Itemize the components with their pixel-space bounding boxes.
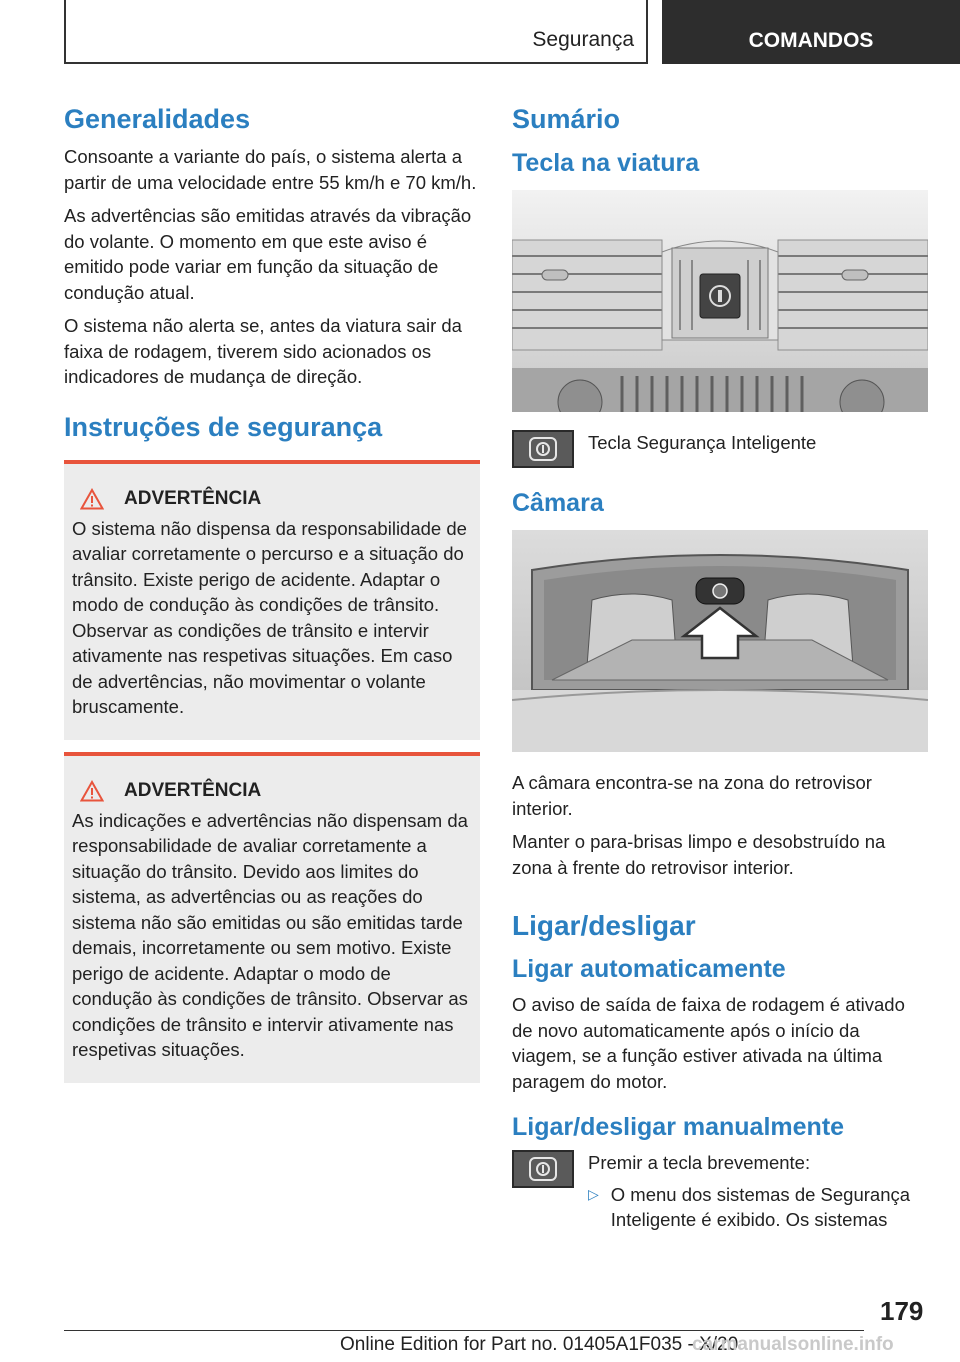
footer-rule <box>64 1330 864 1331</box>
intelligent-safety-button-icon <box>512 1150 574 1188</box>
general-paragraph-2: As advertências são emitidas através da vibração do volante. O momento em que este aviso é emitido pode variar em função da situação de condução atual. <box>64 205 472 303</box>
intelligent-safety-button-icon <box>512 430 574 468</box>
manual-title: Ligar/desligar manualmente <box>512 1113 845 1141</box>
camera-paragraph-2: Manter o para-brisas limpo e desobstruído na zona à frente do retrovisor interior. <box>512 831 886 878</box>
right-column <box>512 100 928 1233</box>
warning-1-text: O sistema não dispensa da responsabilidade de avaliar corretamente o percurso e a situação do trânsito. Existe perigo de acidente. Adaptar o modo de condução às condições de trânsito. Observar as condições de trânsito e intervir ativamente nas respetivas situações. Em caso de advertências, não movimentar o volante bruscamente. <box>72 517 467 717</box>
warning-2-text: As indicações e advertências não dispensam da responsabilidade de avaliar corretamente a situação do trânsito. Devido aos limites do sistema, as advertências ou as reações do sistema não são emitidas ou são emitidas tarde demais, incorretamente ou sem motivo. Existe perigo de acidente. Adaptar o modo de condução às condições de trânsito. Observar as condições de trânsito e intervir ativamente nas respetivas situações. <box>72 809 468 1060</box>
general-paragraph-1: Consoante a variante do país, o sistema alerta a partir de uma velocidade entre 55 km/h e 70 km/h. <box>64 146 477 193</box>
warning-box-1 <box>64 460 480 740</box>
key-title: Tecla na viatura <box>512 149 700 177</box>
warning-triangle-icon <box>80 780 104 802</box>
dashboard-button-photo <box>512 190 928 412</box>
key-caption-row <box>512 430 928 468</box>
camera-title: Câmara <box>512 489 604 517</box>
triangle-bullet-icon: ▷ <box>588 1185 599 1202</box>
camera-paragraph-1: A câmara encontra-se na zona do retrovisor interior. <box>512 772 872 819</box>
windshield-camera-photo <box>512 530 928 752</box>
manual-bullet-text: O menu dos sistemas de Segurança Inteligente é exibido. Os sistemas <box>610 1183 911 1230</box>
summary-title: Sumário <box>512 104 621 134</box>
footer-edition: Online Edition for Part no. 01405A1F035 - X/20 <box>340 1334 739 1355</box>
header-section-box <box>64 0 648 64</box>
warning-1-title: ADVERTÊNCIA <box>124 487 262 509</box>
header-chapter-tab: COMANDOS <box>662 0 960 64</box>
warning-box-2 <box>64 752 480 1083</box>
manual-content <box>588 1150 928 1233</box>
onoff-title: Ligar/desligar <box>512 910 696 941</box>
manual-bullet <box>588 1182 928 1233</box>
general-title: Generalidades <box>64 104 251 134</box>
warning-2-title: ADVERTÊNCIA <box>124 779 262 801</box>
key-caption: Tecla Segurança Inteligente <box>588 432 817 453</box>
manual-row <box>512 1150 928 1233</box>
footer-watermark: carmanualsonline.info <box>692 1334 894 1355</box>
auto-paragraph: O aviso de saída de faixa de rodagem é ativado de novo automaticamente após o início da viagem, se a função estiver ativada na última paragem do motor. <box>512 994 905 1092</box>
auto-title: Ligar automaticamente <box>512 955 786 983</box>
safety-title: Instruções de segurança <box>64 411 383 442</box>
left-column <box>64 100 480 1095</box>
page-number: 179 <box>880 1296 924 1326</box>
manual-text: Premir a tecla brevemente: <box>588 1152 811 1173</box>
general-paragraph-3: O sistema não alerta se, antes da viatura sair da faixa de rodagem, tiverem sido acionados os indicadores de mudança de direção. <box>64 315 462 387</box>
header-section: Segurança <box>532 28 634 51</box>
warning-triangle-icon <box>80 488 104 510</box>
